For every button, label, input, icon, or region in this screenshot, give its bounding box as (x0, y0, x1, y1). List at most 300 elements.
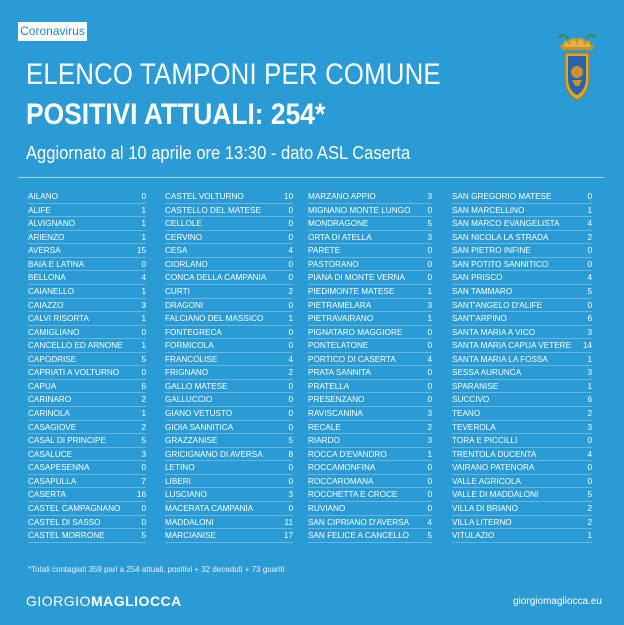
municipality-name: SAN NICOLA LA STRADA (452, 232, 549, 242)
municipality-count: 1 (587, 381, 592, 391)
municipality-count: 0 (288, 327, 293, 337)
municipality-row (452, 299, 592, 313)
municipality-row (308, 529, 432, 543)
municipality-row (165, 448, 293, 462)
municipality-row (308, 312, 432, 326)
municipality-count: 3 (587, 327, 592, 337)
municipality-count: 0 (288, 476, 293, 486)
municipality-row (452, 448, 592, 462)
municipality-row (28, 421, 146, 435)
municipality-row (452, 475, 592, 489)
municipality-name: DRAGONI (165, 300, 204, 310)
municipality-row (165, 231, 293, 245)
municipality-count: 0 (288, 273, 293, 283)
municipality-row (165, 244, 293, 258)
municipality-count: 4 (288, 354, 293, 364)
municipality-name: PONTELATONE (308, 341, 369, 351)
municipality-row (165, 475, 293, 489)
municipality-name: CALVI RISORTA (28, 314, 89, 324)
municipality-name: MACERATA CAMPANIA (165, 503, 254, 513)
municipality-row (308, 475, 432, 489)
municipality-row (452, 204, 592, 218)
municipality-name: VALLE AGRICOLA (452, 476, 522, 486)
municipality-name: MARCIANISE (165, 531, 216, 541)
municipality-row (308, 271, 432, 285)
municipality-row (308, 516, 432, 530)
municipality-name: SAN POTITO SANNITICO (452, 259, 549, 269)
municipality-name: PORTICO DI CASERTA (308, 354, 396, 364)
municipality-name: GRICIGNANO DI AVERSA (165, 449, 263, 459)
municipality-count: 0 (288, 463, 293, 473)
municipality-count: 0 (288, 409, 293, 418)
municipality-name: CARINARO (28, 395, 72, 405)
municipality-count: 3 (587, 368, 592, 378)
municipality-row (28, 231, 146, 245)
municipality-row (165, 190, 293, 204)
municipality-count: 3 (427, 409, 432, 418)
municipality-name: SAN TAMMARO (452, 286, 513, 296)
municipality-name: PIGNATARO MAGGIORE (308, 327, 403, 337)
municipality-count: 0 (427, 246, 432, 256)
municipality-name: CASTELLO DEL MATESE (165, 205, 262, 215)
municipality-name: MIGNANO MONTE LUNGO (308, 205, 411, 215)
municipality-name: CASALUCE (28, 449, 73, 459)
municipality-count: 0 (141, 192, 146, 201)
municipality-count: 1 (427, 286, 432, 296)
municipality-name: CASERTA (28, 490, 66, 500)
municipality-row (452, 461, 592, 475)
municipality-count: 1 (141, 205, 146, 215)
municipality-name: ROCCHETTA E CROCE (308, 490, 398, 500)
municipality-count: 6 (587, 395, 592, 405)
municipality-row (308, 393, 432, 407)
municipality-count: 0 (288, 395, 293, 405)
municipality-name: VILLA LITERNO (452, 517, 512, 527)
municipality-count: 0 (141, 463, 146, 473)
municipality-count: 0 (288, 232, 293, 242)
municipality-name: CONCA DELLA CAMPANIA (165, 273, 267, 283)
municipality-count: 4 (141, 273, 146, 283)
municipality-count: 1 (427, 449, 432, 459)
municipality-name: FRIGNANO (165, 368, 209, 378)
municipality-name: SAN GREGORIO MATESE (452, 192, 552, 201)
municipality-row (28, 353, 146, 367)
municipality-count: 1 (587, 354, 592, 364)
municipality-row (452, 244, 592, 258)
municipality-row (452, 326, 592, 340)
municipality-name: ARIENZO (28, 232, 65, 242)
municipality-name: MONDRAGONE (308, 219, 369, 229)
municipality-count: 0 (427, 503, 432, 513)
municipality-row (452, 516, 592, 530)
municipality-row (28, 312, 146, 326)
municipality-count: 17 (283, 531, 293, 541)
municipality-name: BELLONA (28, 273, 66, 283)
municipality-name: RUVIANO (308, 503, 346, 513)
municipality-row (308, 380, 432, 394)
municipality-count: 0 (587, 259, 592, 269)
municipality-row (165, 434, 293, 448)
municipality-row (28, 258, 146, 272)
municipality-name: CASAPULLA (28, 476, 77, 486)
municipality-row (452, 421, 592, 435)
municipality-row (28, 393, 146, 407)
municipality-name: CASTEL CAMPAGNANO (28, 503, 121, 513)
header-divider (18, 177, 604, 178)
municipality-row (165, 217, 293, 231)
municipality-row (28, 461, 146, 475)
municipality-name: CELLOLE (165, 219, 202, 229)
municipality-count: 0 (427, 490, 432, 500)
municipality-count: 16 (136, 490, 146, 500)
municipality-count: 1 (427, 314, 432, 324)
municipality-name: AVERSA (28, 246, 61, 256)
municipality-row (165, 380, 293, 394)
municipality-row (308, 502, 432, 516)
municipality-count: 3 (288, 490, 293, 500)
municipality-name: BAIA E LATINA (28, 259, 85, 269)
municipality-name: CAIAZZO (28, 300, 64, 310)
municipality-row (28, 434, 146, 448)
municipality-count: 0 (141, 517, 146, 527)
municipality-row (165, 353, 293, 367)
municipality-name: PRATA SANNITA (308, 368, 371, 378)
municipality-count: 8 (288, 449, 293, 459)
municipality-row (165, 461, 293, 475)
municipality-row (165, 393, 293, 407)
municipality-name: SPARANISE (452, 381, 499, 391)
website-url: giorgiomagliocca.eu (513, 596, 602, 607)
municipality-count: 5 (141, 436, 146, 446)
municipality-count: 1 (141, 286, 146, 296)
municipality-row (165, 299, 293, 313)
municipality-count: 0 (427, 259, 432, 269)
municipality-row (165, 529, 293, 543)
municipality-name: PIANA DI MONTE VERNA (308, 273, 405, 283)
footnote: *Totali contagiati 359 pari a 254 attuali, positivi + 32 deceduti + 73 guariti (28, 565, 285, 574)
municipality-row (165, 204, 293, 218)
municipality-count: 0 (288, 503, 293, 513)
municipality-name: MARZANO APPIO (308, 192, 376, 201)
municipality-count: 7 (141, 476, 146, 486)
municipality-count: 0 (587, 246, 592, 256)
municipality-count: 0 (288, 300, 293, 310)
title-line-1: ELENCO TAMPONI PER COMUNE (26, 58, 441, 91)
municipality-name: SANTA MARIA A VICO (452, 327, 536, 337)
municipality-name: VAIRANO PATENORA (452, 463, 535, 473)
municipality-row (165, 339, 293, 353)
municipality-count: 0 (427, 463, 432, 473)
municipality-name: CAPUA (28, 381, 57, 391)
municipality-count: 6 (587, 314, 592, 324)
municipality-count: 1 (141, 409, 146, 418)
municipality-name: CASTEL DI SASSO (28, 517, 101, 527)
municipality-name: FRANCOLISE (165, 354, 218, 364)
municipality-count: 3 (427, 436, 432, 446)
municipality-name: SAN MARCO EVANGELISTA (452, 219, 560, 229)
municipality-count: 4 (587, 449, 592, 459)
municipality-count: 4 (288, 246, 293, 256)
municipality-row (165, 366, 293, 380)
municipality-count: 3 (427, 300, 432, 310)
municipality-count: 0 (427, 368, 432, 378)
municipality-row (452, 488, 592, 502)
municipality-count: 2 (587, 409, 592, 418)
municipality-row (28, 299, 146, 313)
municipality-row (308, 448, 432, 462)
municipality-name: PIETRAVAIRANO (308, 314, 374, 324)
municipality-count: 3 (141, 449, 146, 459)
municipality-name: PRESENZANO (308, 395, 365, 405)
municipality-count: 0 (141, 368, 146, 378)
municipality-name: LETINO (165, 463, 195, 473)
municipality-row (28, 502, 146, 516)
municipality-count: 0 (288, 341, 293, 351)
municipality-row (28, 475, 146, 489)
municipality-row (165, 326, 293, 340)
municipality-name: SAN CIPRIANO D'AVERSA (308, 517, 410, 527)
municipality-name: CIORLANO (165, 259, 208, 269)
municipality-name: SESSA AURUNCA (452, 368, 522, 378)
municipality-name: ROCCA D'EVANDRO (308, 449, 387, 459)
municipality-count: 3 (141, 300, 146, 310)
municipality-name: CAPRIATI A VOLTURNO (28, 368, 120, 378)
municipality-row (28, 448, 146, 462)
column-4 (452, 190, 592, 543)
municipality-name: FONTEGRECA (165, 327, 222, 337)
municipality-count: 0 (427, 395, 432, 405)
municipality-count: 0 (587, 300, 592, 310)
municipality-name: SAN PIETRO INFINE (452, 246, 531, 256)
municipality-name: CASAPESENNA (28, 463, 90, 473)
municipality-count: 0 (141, 259, 146, 269)
municipality-name: VITULAZIO (452, 531, 495, 541)
municipality-row (308, 366, 432, 380)
municipality-name: RECALE (308, 422, 341, 432)
municipality-row (308, 434, 432, 448)
municipality-row (452, 312, 592, 326)
municipality-name: SANT'ANGELO D'ALIFE (452, 300, 543, 310)
municipality-row (452, 407, 592, 421)
municipality-name: CAPODRISE (28, 354, 77, 364)
municipality-name: RIARDO (308, 436, 340, 446)
municipality-row (308, 258, 432, 272)
municipality-row (452, 339, 592, 353)
municipality-name: ORTA DI ATELLA (308, 232, 372, 242)
municipality-name: MADDALONI (165, 517, 214, 527)
municipality-count: 5 (427, 531, 432, 541)
municipality-row (452, 380, 592, 394)
municipality-row (28, 407, 146, 421)
column-1 (28, 190, 146, 543)
municipality-name: LIBERI (165, 476, 191, 486)
municipality-row (28, 339, 146, 353)
municipality-row (308, 353, 432, 367)
municipality-count: 3 (427, 232, 432, 242)
municipality-row (28, 217, 146, 231)
municipality-count: 1 (141, 314, 146, 324)
municipality-name: CASTEL MORRONE (28, 531, 105, 541)
category-tag: Coronavirus (18, 22, 87, 41)
municipality-count: 0 (587, 463, 592, 473)
municipality-row (28, 529, 146, 543)
municipality-name: CESA (165, 246, 188, 256)
municipality-row (452, 285, 592, 299)
municipality-name: SANTA MARIA CAPUA VETERE (452, 341, 572, 351)
municipality-count: 0 (587, 476, 592, 486)
municipality-row (308, 217, 432, 231)
municipality-name: PASTORANO (308, 259, 359, 269)
municipality-count: 0 (288, 205, 293, 215)
municipality-row (308, 326, 432, 340)
municipality-count: 0 (587, 192, 592, 201)
municipality-name: ROCCAMONFINA (308, 463, 376, 473)
municipality-name: CASAL DI PRINCIPE (28, 436, 106, 446)
municipality-row (308, 421, 432, 435)
municipality-count: 0 (427, 476, 432, 486)
municipality-count: 2 (288, 286, 293, 296)
municipality-name: TORA E PICCILLI (452, 436, 518, 446)
municipality-count: 10 (283, 192, 293, 201)
municipality-row (165, 407, 293, 421)
municipality-row (28, 244, 146, 258)
municipality-name: LUSCIANO (165, 490, 207, 500)
municipality-name: CERVINO (165, 232, 203, 242)
municipality-count: 1 (587, 531, 592, 541)
municipality-count: 5 (141, 531, 146, 541)
municipality-count: 2 (587, 503, 592, 513)
municipality-name: ROCCAROMANA (308, 476, 374, 486)
municipality-count: 5 (427, 219, 432, 229)
municipality-count: 2 (587, 517, 592, 527)
municipality-name: FALCIANO DEL MASSICO (165, 314, 264, 324)
municipality-row (452, 217, 592, 231)
municipality-row (165, 502, 293, 516)
municipality-row (28, 190, 146, 204)
municipality-count: 2 (427, 422, 432, 432)
municipality-name: CAMIGLIANO (28, 327, 80, 337)
municipality-row (308, 461, 432, 475)
municipality-name: TRENTOLA DUCENTA (452, 449, 537, 459)
municipality-row (308, 244, 432, 258)
municipality-name: CAIANELLO (28, 286, 74, 296)
municipality-row (452, 502, 592, 516)
brand-first: GIORGIO (26, 593, 91, 609)
municipality-name: PRATELLA (308, 381, 350, 391)
municipality-name: VILLA DI BRIANO (452, 503, 518, 513)
municipality-count: 0 (427, 205, 432, 215)
municipality-count: 4 (587, 273, 592, 283)
municipality-name: CURTI (165, 286, 190, 296)
municipality-name: VALLE DI MADDALONI (452, 490, 539, 500)
municipality-count: 0 (141, 327, 146, 337)
municipality-name: CASAGIOVE (28, 422, 77, 432)
municipality-name: GALLUCCIO (165, 395, 213, 405)
municipality-name: RAVISCANINA (308, 409, 363, 418)
municipality-row (165, 312, 293, 326)
subtitle-update: Aggiornato al 10 aprile ore 13:30 - dato ASL Caserta (26, 143, 411, 163)
municipality-name: SAN MARCELLINO (452, 205, 525, 215)
municipality-name: GIOIA SANNITICA (165, 422, 234, 432)
municipality-row (28, 516, 146, 530)
municipality-name: FORMICOLA (165, 341, 214, 351)
municipality-row (308, 488, 432, 502)
municipality-count: 1 (141, 219, 146, 229)
municipality-row (308, 204, 432, 218)
province-crest-icon (556, 28, 598, 102)
municipality-row (308, 407, 432, 421)
municipality-count: 5 (587, 286, 592, 296)
municipality-row (452, 366, 592, 380)
municipality-row (452, 258, 592, 272)
municipality-name: TEANO (452, 409, 481, 418)
municipality-count: 0 (427, 381, 432, 391)
municipality-name: CASTEL VOLTURNO (165, 192, 244, 201)
municipality-row (452, 190, 592, 204)
municipality-name: GIANO VETUSTO (165, 409, 233, 418)
municipality-count: 14 (582, 341, 592, 351)
municipality-row (452, 434, 592, 448)
municipality-row (452, 231, 592, 245)
municipality-row (28, 366, 146, 380)
municipality-row (308, 285, 432, 299)
municipality-count: 3 (587, 422, 592, 432)
column-2 (165, 190, 293, 543)
municipality-row (165, 258, 293, 272)
municipality-name: SANT'ARPINO (452, 314, 507, 324)
municipality-count: 0 (427, 273, 432, 283)
municipality-row (165, 488, 293, 502)
municipality-count: 1 (141, 232, 146, 242)
municipality-name: PARETE (308, 246, 341, 256)
municipality-count: 15 (136, 246, 146, 256)
municipality-name: SANTA MARIA LA FOSSA (452, 354, 548, 364)
municipality-row (165, 285, 293, 299)
municipality-count: 0 (288, 219, 293, 229)
municipality-count: 5 (587, 490, 592, 500)
municipality-count: 3 (427, 192, 432, 201)
municipality-row (165, 271, 293, 285)
municipality-row (452, 353, 592, 367)
municipality-row (452, 529, 592, 543)
municipality-name: GRAZZANISE (165, 436, 218, 446)
municipality-count: 0 (288, 381, 293, 391)
municipality-name: CARINOLA (28, 409, 70, 418)
municipality-row (28, 285, 146, 299)
municipality-count: 4 (427, 354, 432, 364)
municipality-name: CANCELLO ED ARNONE (28, 341, 123, 351)
brand-last: MAGLIOCCA (90, 593, 182, 609)
municipality-name: SAN FELICE A CANCELLO (308, 531, 410, 541)
municipality-row (452, 271, 592, 285)
municipality-name: SAN PRISCO (452, 273, 503, 283)
column-3 (308, 190, 432, 543)
title-line-2: POSITIVI ATTUALI: 254* (26, 98, 326, 131)
municipality-name: TEVEROLA (452, 422, 496, 432)
municipality-row (308, 190, 432, 204)
municipality-row (452, 393, 592, 407)
municipality-row (28, 488, 146, 502)
municipality-count: 11 (284, 517, 293, 527)
municipality-row (28, 380, 146, 394)
municipality-name: ALIFE (28, 205, 51, 215)
municipality-row (308, 299, 432, 313)
municipality-count: 0 (587, 436, 592, 446)
municipality-count: 4 (427, 517, 432, 527)
municipality-count: 6 (141, 381, 146, 391)
municipality-count: 5 (141, 354, 146, 364)
municipality-count: 2 (587, 232, 592, 242)
